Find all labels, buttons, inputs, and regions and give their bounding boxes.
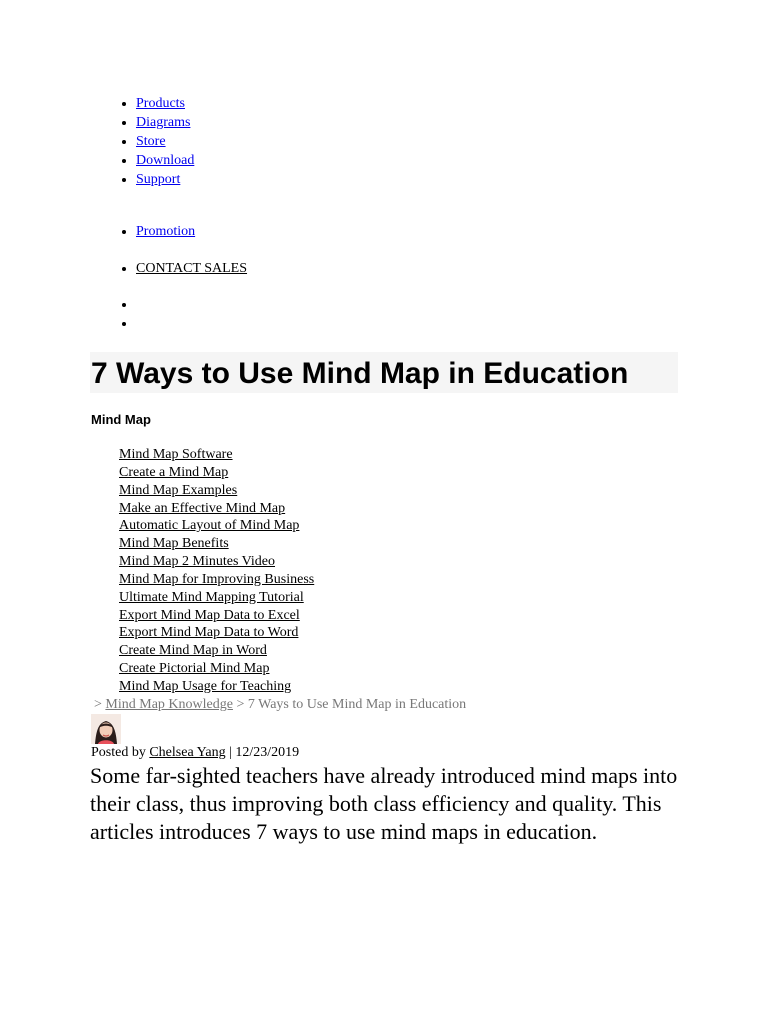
nav-link-diagrams[interactable]: Diagrams [136, 115, 191, 130]
breadcrumb-link-mind-map-knowledge[interactable]: Mind Map Knowledge [105, 697, 233, 712]
author-avatar [91, 714, 121, 744]
nav-item-download [136, 151, 194, 170]
submenu-link[interactable]: Create Mind Map in Word [119, 643, 267, 659]
submenu-link[interactable]: Create a Mind Map [119, 464, 229, 480]
section-label: Mind Map [91, 412, 151, 427]
submenu-link[interactable]: Create Pictorial Mind Map [119, 661, 270, 677]
nav-link-contact-sales[interactable]: CONTACT SALES [136, 261, 248, 276]
nav-item-products [136, 94, 194, 113]
article-title-bar [90, 352, 678, 393]
author-link[interactable]: Chelsea Yang [149, 745, 226, 760]
main-nav [96, 94, 194, 189]
breadcrumb [94, 697, 466, 713]
empty-nav [96, 295, 140, 333]
submenu-link[interactable]: Ultimate Mind Mapping Tutorial [119, 589, 304, 605]
submenu-link[interactable]: Mind Map Software [119, 447, 233, 462]
empty-nav-item [136, 314, 140, 333]
post-date: 12/23/2019 [235, 745, 300, 760]
mind-map-submenu [119, 446, 314, 696]
promo-nav [96, 222, 195, 241]
submenu-link[interactable]: Make an Effective Mind Map [119, 500, 286, 516]
submenu-link[interactable]: Mind Map for Improving Business [119, 571, 315, 587]
nav-link-products[interactable]: Products [136, 96, 185, 111]
nav-item-support [136, 170, 194, 189]
breadcrumb-separator: > [232, 697, 248, 712]
breadcrumb-current: 7 Ways to Use Mind Map in Education [247, 697, 467, 712]
author-avatar-image [91, 714, 121, 744]
nav-link-support[interactable]: Support [136, 172, 181, 187]
nav-item-contact-sales [136, 259, 247, 278]
breadcrumb-separator: > [94, 697, 106, 712]
article-intro: Some far-sighted teachers have already introduced mind maps into their class, thus improving both class efficiency and quality. This articles introduces 7 ways to use mind maps in education. [90, 763, 678, 844]
nav-link-download[interactable]: Download [136, 153, 195, 168]
submenu-link[interactable]: Mind Map 2 Minutes Video [119, 554, 276, 570]
nav-item-store [136, 132, 194, 151]
submenu-link[interactable]: Mind Map Benefits [119, 536, 229, 552]
nav-item-diagrams [136, 113, 194, 132]
nav-item-promotion [136, 222, 195, 241]
submenu-link[interactable]: Mind Map Examples [119, 482, 238, 498]
nav-link-store[interactable]: Store [136, 134, 166, 149]
byline-prefix: Posted by [91, 745, 150, 760]
contact-nav [96, 259, 247, 278]
empty-nav-item [136, 295, 140, 314]
nav-link-promotion[interactable]: Promotion [136, 224, 196, 239]
submenu-link[interactable]: Export Mind Map Data to Excel [119, 607, 300, 623]
byline-separator: | [225, 745, 236, 760]
submenu-link[interactable]: Export Mind Map Data to Word [119, 625, 299, 641]
article-title: 7 Ways to Use Mind Map in Education [91, 357, 629, 390]
submenu-link[interactable]: Automatic Layout of Mind Map [119, 518, 300, 534]
byline [91, 745, 299, 761]
submenu-link[interactable]: Mind Map Usage for Teaching [119, 678, 292, 694]
